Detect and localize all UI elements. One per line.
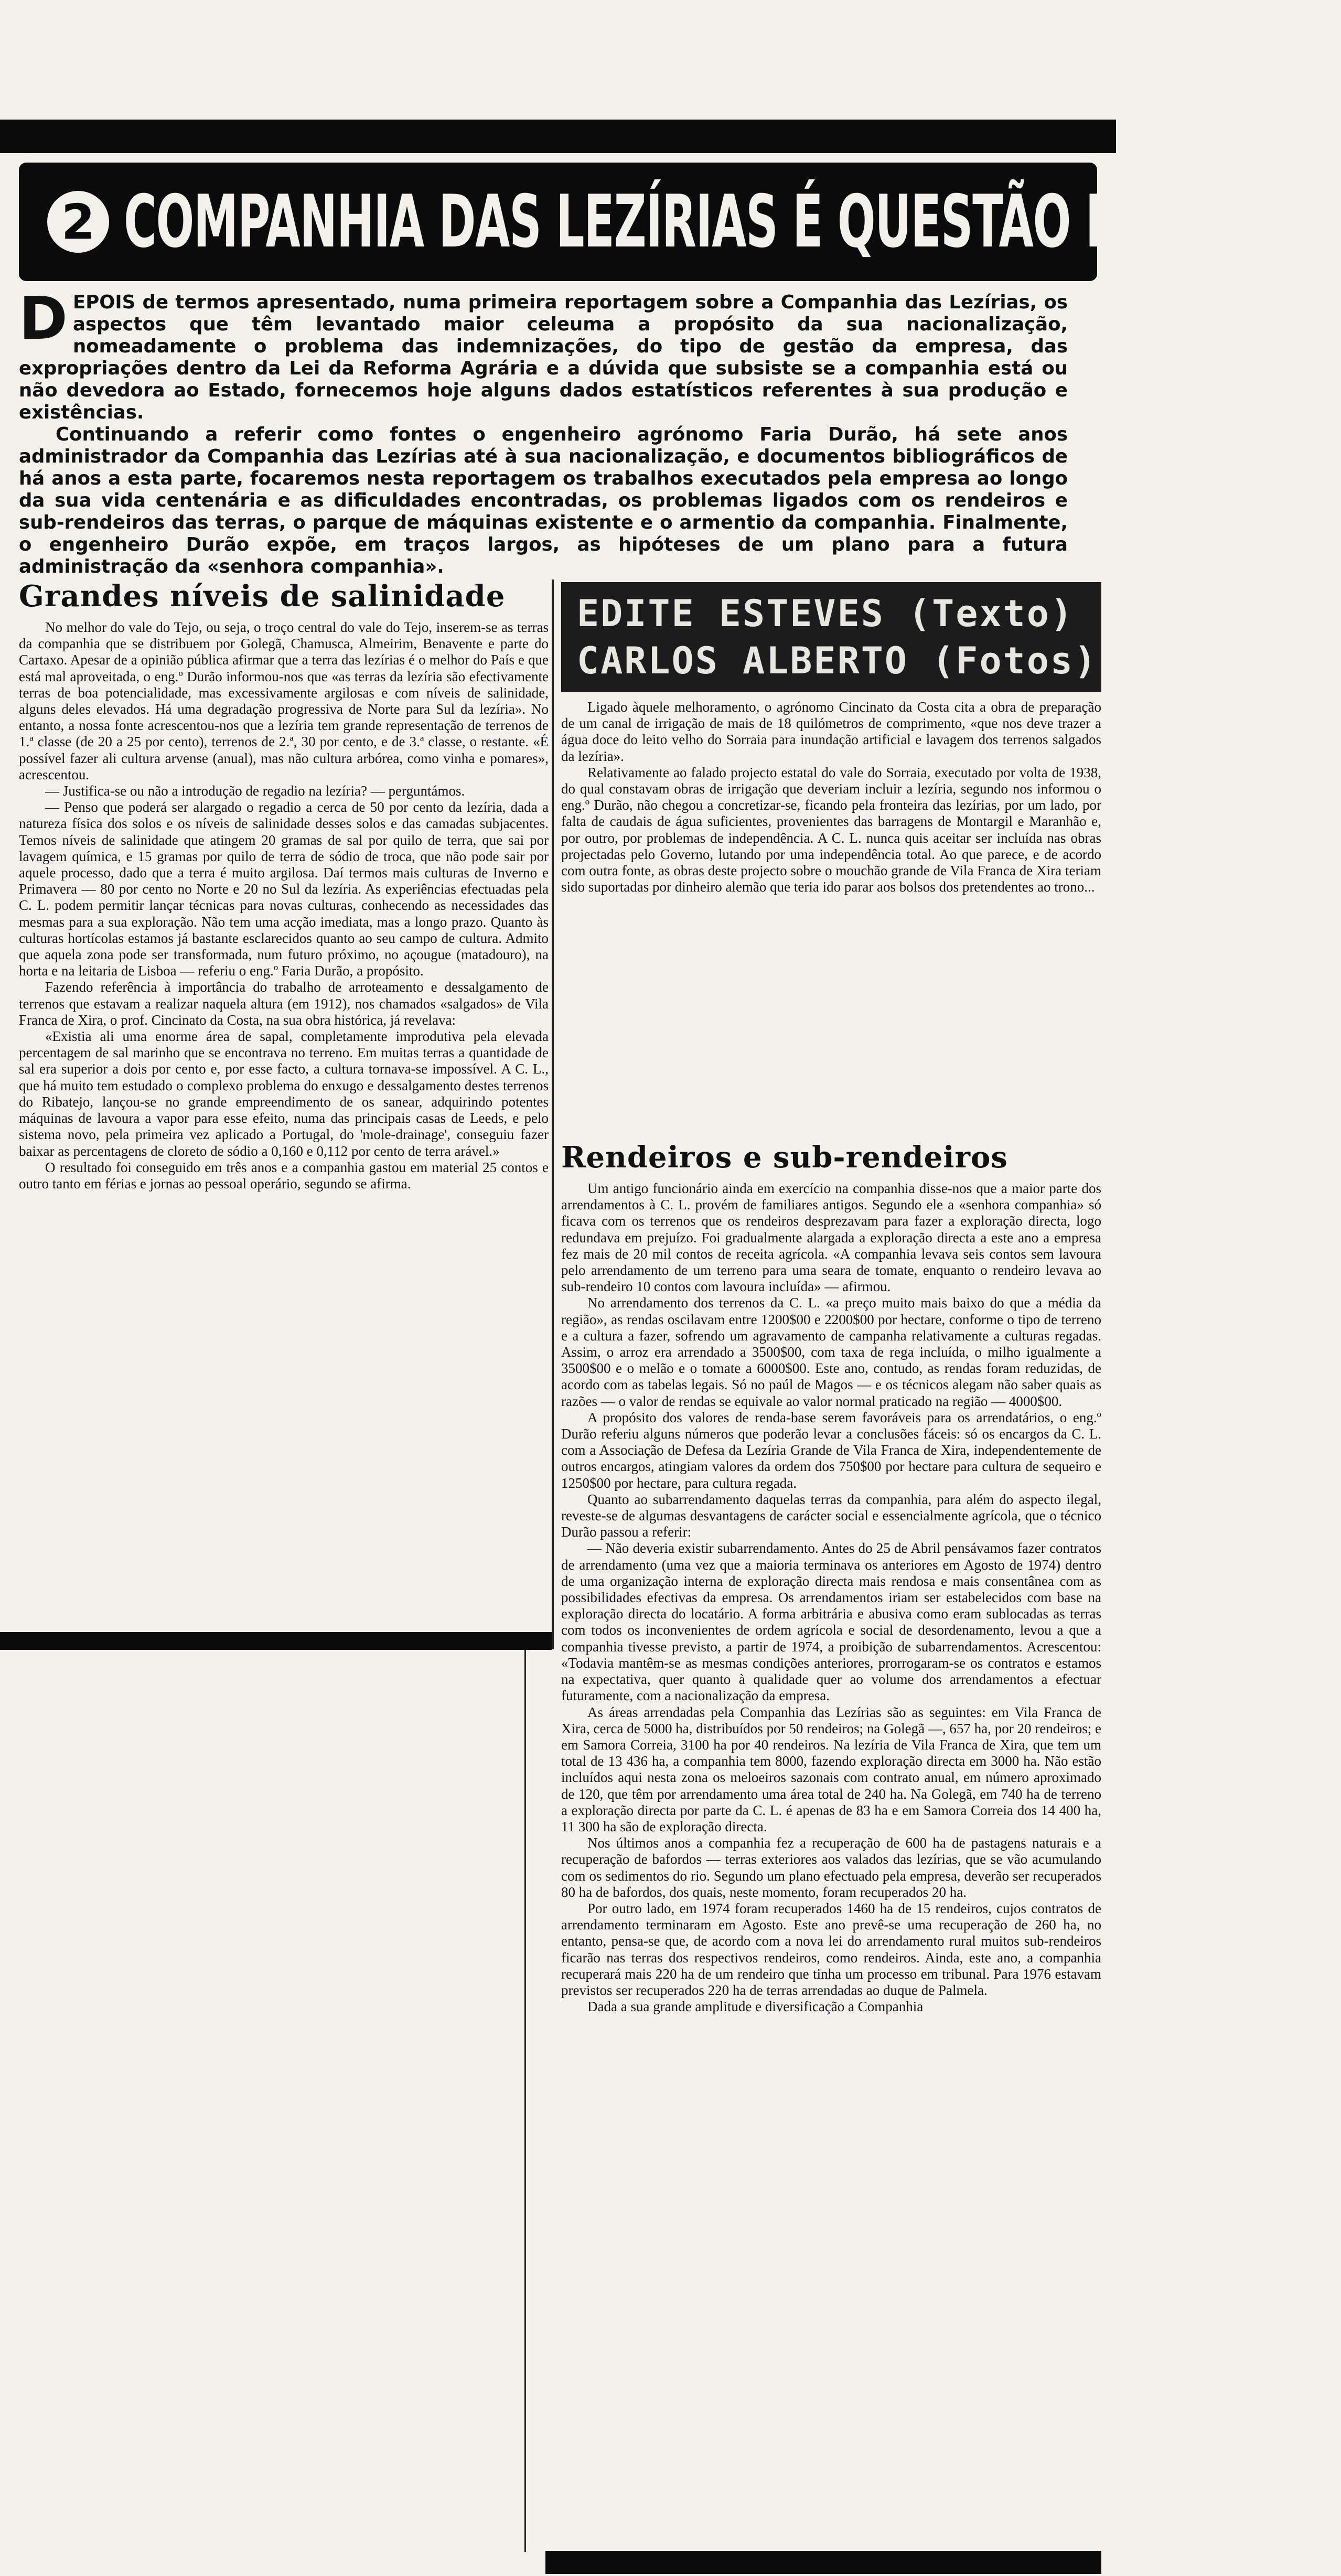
- body-paragraph: No melhor do vale do Tejo, ou seja, o troço central do vale do Tejo, inserem-se as terras da companhia que se distribuem por Golegã, Chamusca, Almeirim, Benavente e parte do Cartaxo. Apesar de a opinião pública afirmar que a terra das lezírias é o melhor do País e que está mal aproveitada, o eng.º Durão informou-nos que «as terras da lezíria são efectivamente terras de boa potencialidade, mas excessivamente argilosas e com níveis de salinidade, alguns deles elevados. Há uma degradação progressiva de Norte para Sul da lezíria». No entanto, a nossa fonte acrescentou-nos que a lezíria tem grande representação de terrenos de 1.ª classe (de 20 a 25 por cento), terrenos de 2.ª, 30 por cento, e de 3.ª classe, o restante. «É possível fazer ali cultura arvense (anual), mas não cultura arbórea, como vinha e pomares», acrescentou.: [19, 619, 549, 782]
- lead-paragraph-2: Continuando a referir como fontes o engenheiro agrónomo Faria Durão, há sete anos administrador da Companhia das Lezírias até à sua nacionalização, e documentos bibliográficos de há anos a esta parte, focaremos nesta reportagem os trabalhos executados pela empresa ao longo da sua vida centenária e as dificuldades encontradas, os problemas ligados com os rendeiros e sub-rendeiros das terras, o parque de máquinas existente e o armentio da companhia. Finalmente, o engenheiro Durão expõe, em traços largos, as hipóteses de um plano para a futura administração da «senhora companhia».: [19, 424, 1068, 577]
- section-heading-rendeiros: Rendeiros e sub-rendeiros: [561, 1140, 1008, 1175]
- headline-title: COMPANHIA DAS LEZÍRIAS É QUESTÃO NACIONAL: [124, 179, 1341, 264]
- right-column-top: [561, 699, 1101, 895]
- right-column-bottom: [561, 1141, 1101, 2015]
- credit-photos: CARLOS ALBERTO (Fotos): [577, 639, 1098, 682]
- headline-banner: [19, 163, 1341, 281]
- body-paragraph: Fazendo referência à importância do trabalho de arroteamento e dessalgamento de terrenos que estavam a realizar naquela altura (em 1912), nos chamados «salgados» de Vila Franca de Xira, o prof. Cincinato da Costa, na sua obra histórica, já revelava:: [19, 979, 549, 1028]
- article-number-badge: 2: [47, 191, 109, 253]
- frame-rule: [524, 1650, 526, 2552]
- body-paragraph: Relativamente ao falado projecto estatal do vale do Sorraia, executado por volta de 1938, do qual constavam obras de irrigação que deveriam incluir a lezíria, segundo nos informou o eng.º Durão, não chegou a concretizar-se, ficando pela fronteira das lezírias, por um lado, por falta de caudais de água suficientes, provenientes das barragens de Montargil e Maranhão e, por outro, por problemas de independência. A C. L. nunca quis aceitar ser incluída nas obras projectadas pelo Governo, lutando por uma independência total. Ao que parece, e de acordo com outra fonte, as obras deste projecto sobre o mouchão grande de Vila Franca de Xira teriam sido suportadas por dinheiro alemão que teria ido parar aos bolsos dos pretendentes ao trono...: [561, 764, 1101, 895]
- body-paragraph: — Não deveria existir subarrendamento. Antes do 25 de Abril pensávamos fazer contratos de arrendamento (uma vez que a maioria terminava os anteriores em Agosto de 1974) dentro de uma organização interna de exploração directa mais rendosa e mais consentânea com as possibilidades efectivas da empresa. Os arrendamentos iriam ser estabelecidos com base na exploração directa do locatário. A forma arbitrária e abusiva como eram sublocadas as terras com todos os inconvenientes de ordem agrícola e social de desordenamento, levou a que a companhia tivesse previsto, a partir de 1974, a proibição de subarrendamentos. Acrescentou: «Todavia mantêm-se as mesmas condições anteriores, prorrogaram-se os contratos e estamos na expectativa, quer quanto à qualidade quer ao volume dos arrendamentos a efectuar futuramente, com a nacionalização da empresa.: [561, 1540, 1101, 1704]
- section-heading-salinidade: Grandes níveis de salinidade: [19, 579, 506, 614]
- body-paragraph: — Penso que poderá ser alargado o regadio a cerca de 50 por cento da lezíria, dada a natureza física dos solos e os níveis de salinidade desses solos e das camadas subjacentes. Temos níveis de salinidade que atingem 20 gramas de sal por quilo de terra, que sai por lavagem química, e 15 gramas por quilo de terra de sódio de troca, que não pode sair por aquele processo, dado que a terra é muito argilosa. Daí termos mais culturas de Inverno e Primavera — 80 por cento no Norte e 20 no Sul da lezíria. As experiências efectuadas pela C. L. podem permitir lançar técnicas para novas culturas, conhecendo as necessidades das mesmas para a sua exploração. Não tem uma acção imediata, mas a longo prazo. Quanto às culturas hortícolas estamos já bastante esclarecidos quanto ao seu campo de cultura. Admito que aquela zona pode ser transformada, num futuro próximo, no açougue (matadouro), na horta e na leitaria de Lisboa — referiu o eng.º Faria Durão, a propósito.: [19, 799, 549, 979]
- left-column: [19, 579, 549, 1192]
- body-paragraph: — Justifica-se ou não a introdução de regadio na lezíria? — perguntámos.: [45, 783, 465, 799]
- body-paragraph: Ligado àquele melhoramento, o agrónomo Cincinato da Costa cita a obra de preparação de um canal de irrigação de mais de 18 quilómetros de comprimento, «que nos deve trazer a água doce do leito velho do Sorraia para inundação artificial e lavagem dos terrenos salgados da lezíria».: [561, 699, 1101, 764]
- drop-cap: D: [19, 285, 68, 353]
- body-paragraph: O resultado foi conseguido em três anos e a companhia gastou em material 25 contos e outro tanto em férias e jornas ao pessoal operário, segundo se afirma.: [19, 1159, 549, 1192]
- author-credit-box: [561, 582, 1101, 692]
- top-black-band: [0, 120, 1116, 153]
- body-paragraph: «Existia ali uma enorme área de sapal, completamente improdutiva pela elevada percentagem de sal marinho que se encontrava no terreno. Em muitas terras a quantidade de sal era superior a dois por cento e, por esse facto, a cultura tornava-se impossível. A C. L., que há muito tem estudado o complexo problema do enxugo e dessalgamento destes terrenos do Ribatejo, lançou-se no grande empreendimento de os sanear, adquirindo potentes máquinas de lavoura a vapor para esse efeito, numa das principais casas de Leeds, e pelo sistema novo, pela primeira vez aplicado a Portugal, do 'mole-drainage', conseguiu fazer baixar as percentagens de cloreto de sódio a 0,160 e 0,112 por cento de terra arável.»: [19, 1028, 549, 1159]
- column-divider: [552, 579, 554, 1649]
- credit-text: EDITE ESTEVES (Texto): [577, 592, 1075, 635]
- mid-black-band: [0, 1632, 552, 1650]
- lead-paragraphs: [19, 285, 1068, 578]
- body-paragraph: Nos últimos anos a companhia fez a recuperação de 600 ha de pastagens naturais e a recuperação de bafordos — terras exteriores aos valados das lezírias, que se vão acumulando com os sedimentos do rio. Segundo um plano efectuado pela empresa, deverão ser recuperados 80 ha de bafordos, dos quais, neste momento, foram recuperados 20 ha.: [561, 1835, 1101, 1900]
- body-paragraph: Dada a sua grande amplitude e diversificação a Companhia: [587, 1999, 924, 2015]
- body-paragraph: Quanto ao subarrendamento daquelas terras da companhia, para além do aspecto ilegal, reveste-se de algumas desvantagens de carácter social e essencialmente agrícola, que o técnico Durão passou a referir:: [561, 1491, 1101, 1540]
- body-paragraph: Um antigo funcionário ainda em exercício na companhia disse-nos que a maior parte dos arrendamentos à C. L. provém de familiares antigos. Segundo ele a «senhora companhia» só ficava com os terrenos que os rendeiros desprezavam para fazer a exploração directa, logo redundava em prejuízo. Foi gradualmente alargada a exploração directa a este ano a empresa fez mais de 20 mil contos de receita agrícola. «A companhia levava seis contos sem lavoura pelo arrendamento de um terreno para uma seara de tomate, enquanto o rendeiro levava ao sub-rendeiro 10 contos com lavoura incluída» — afirmou.: [561, 1180, 1101, 1295]
- body-paragraph: As áreas arrendadas pela Companhia das Lezírias são as seguintes: em Vila Franca de Xira, cerca de 5000 ha, distribuídos por 50 rendeiros; na Golegã —, 657 ha, por 20 rendeiros; e em Samora Correia, 3100 ha por 40 rendeiros. Na lezíria de Vila Franca de Xira, que tem um total de 13 436 ha, a companhia tem 8000, fazendo exploração directa em 3000 ha. Não estão incluídos aqui nesta zona os meloeiros sazonais com contrato anual, em número aproximado de 120, que têm por arrendamento uma área total de 240 ha. Na Golegã, em 740 ha de terreno a exploração directa por parte da C. L. é apenas de 83 ha e em Samora Correia dos 14 400 ha, 11 300 ha são de exploração directa.: [561, 1704, 1101, 1834]
- body-paragraph: No arrendamento dos terrenos da C. L. «a preço muito mais baixo do que a média da região», as rendas oscilavam entre 1200$00 e 2200$00 por hectare, conforme o tipo de terreno e a cultura a fazer, sofrendo um agravamento de campanha relativamente a culturas regadas. Assim, o arroz era arrendado a 3500$00, com taxa de rega incluída, o milho igualmente a 3500$00 e o melão e o tomate a 6000$00. Este ano, contudo, as rendas foram reduzidas, de acordo com as tabelas legais. Só no paúl de Magos — e os técnicos alegam não saber quais as razões — o valor de rendas se equivale ao valor normal praticado na região — 4000$00.: [561, 1295, 1101, 1409]
- body-paragraph: Por outro lado, em 1974 foram recuperados 1460 ha de 15 rendeiros, cujos contratos de arrendamento terminaram em Agosto. Este ano prevê-se uma recuperação de 260 ha, no entanto, pensa-se que, de acordo com a nova lei do arrendamento rural muitos sub-rendeiros ficarão nas terras dos respectivos rendeiros, como rendeiros. Ainda, este ano, a companhia recuperará mais 220 ha de um rendeiro que tinha um processo em tribunal. Para 1976 estavam previstos ser recuperados 220 ha de terras arrendadas ao duque de Palmela.: [561, 1900, 1101, 1998]
- lead-paragraph-1: DEPOIS de termos apresentado, numa primeira reportagem sobre a Companhia das Lezírias, os aspectos que têm levantado maior celeuma a propósito da sua nacionalização, nomeadamente o problema das indemnizações, do tipo de gestão da empresa, das expropriações dentro da Lei da Reforma Agrária e a dúvida que subsiste se a companhia está ou não devedora ao Estado, fornecemos hoje alguns dados estatísticos referentes à sua produção e existências.: [19, 285, 1068, 423]
- bottom-black-band: [545, 2551, 1101, 2574]
- body-paragraph: A propósito dos valores de renda-base serem favoráveis para os arrendatários, o eng.º Durão referiu alguns números que poderão levar a conclusões fáceis: só os encargos da C. L. com a Associação de Defesa da Lezíria Grande de Vila Franca de Xira, independentemente de outros encargos, atingiam valores da ordem dos 750$00 por hectare para cultura de sequeiro e 1250$00 por hectare, para cultura regada.: [561, 1409, 1101, 1491]
